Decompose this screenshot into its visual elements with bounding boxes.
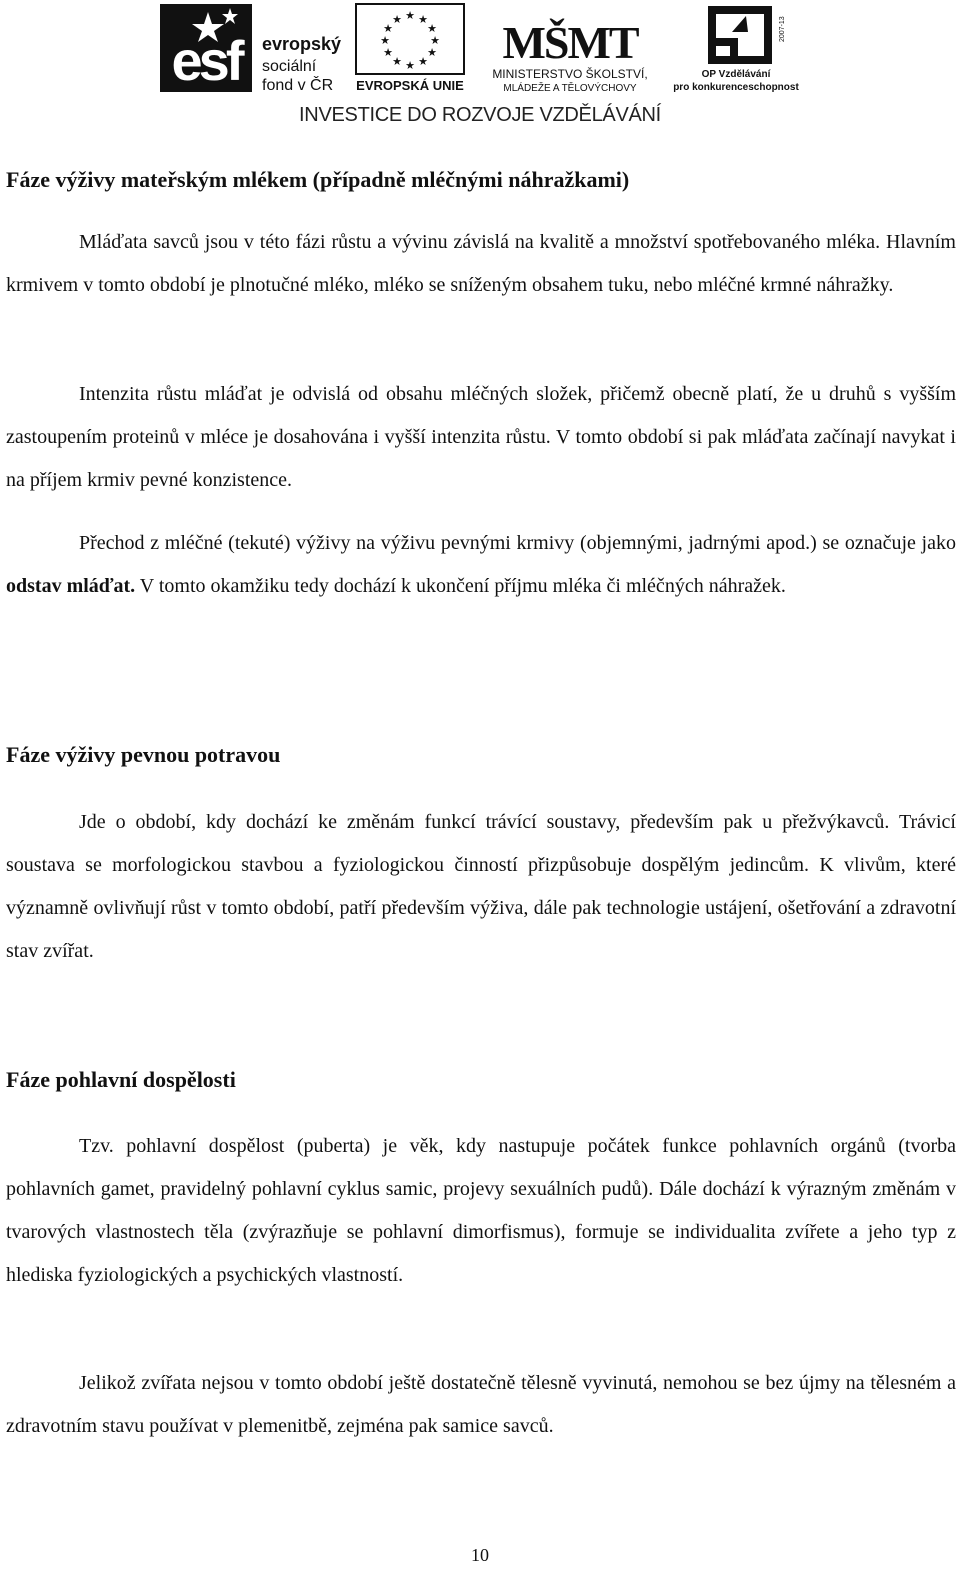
section-heading: Fáze výživy mateřským mlékem (případně mléčnými náhražkami) [6, 167, 630, 192]
paragraph: Jelikož zvířata nejsou v tomto období ještě dostatečně tělesně vyvinutá, nemohou se bez újmy na tělesném a zdravotním stavu používat v plemenitbě, zejména pak samice savců. [6, 1372, 956, 1437]
op-years: 2007-13 [779, 16, 786, 42]
page-number: 10 [471, 1545, 489, 1565]
msmt-mark: MŠMT [502, 17, 638, 68]
svg-text:★: ★ [392, 55, 402, 68]
section-heading: Fáze pohlavní dospělosti [6, 1067, 236, 1092]
svg-text:★: ★ [405, 9, 415, 22]
op-line1: OP Vzdělávání [701, 69, 771, 80]
svg-text:★: ★ [418, 55, 428, 68]
bold-term: odstav mláďat. [6, 575, 136, 597]
esf-line2: sociální [262, 58, 317, 75]
svg-text:★: ★ [427, 46, 437, 59]
paragraph: Intenzita růstu mláďat je odvislá od obsahu mléčných složek, přičemž obecně platí, že u druhů s vyšším zastoupením proteinů v mléce je dosahována i vyšší intenzita růstu. V tomto období si pak mláďata začínají navykat i na příjem krmiv pevné konzistence. [6, 383, 956, 491]
svg-text:★: ★ [380, 34, 390, 47]
esf-line3: fond v ČR [262, 77, 334, 94]
svg-text:★: ★ [418, 13, 428, 26]
svg-text:★: ★ [383, 22, 393, 35]
esf-line1: evropský [262, 34, 342, 54]
paragraph: Tzv. pohlavní dospělost (puberta) je věk, kdy nastupuje počátek funkce pohlavních orgánů (tvorba pohlavních gamet, pravidelný pohlavní cyklus samic, projevy sexuálních pudů). Dále dochází k výrazným změnám v tvarových vlastnostech těla (zvýrazňuje se pohlavní dimorfismus), formuje se individualita zvířete a jeho typ z hlediska fyziologických a psychických vlastností. [6, 1135, 956, 1286]
esf-logo-mark: esf [171, 29, 241, 92]
paragraph: Mláďata savců jsou v této fázi růstu a vývinu závislá na kvalitě a množství spotřebovaného mléka. Hlavním krmivem v tomto období je plnotučné mléko, mléko se sníženým obsahem tuku, nebo mléčné krmné náhražky. [6, 231, 956, 296]
svg-text:★: ★ [383, 46, 393, 59]
op-line2: pro konkurenceschopnost [673, 82, 799, 93]
svg-text:★: ★ [392, 13, 402, 26]
msmt-line2: MLÁDEŽE A TĚLOVÝCHOVY [503, 83, 637, 94]
msmt-logo [474, 2, 666, 94]
eu-label: EVROPSKÁ UNIE [356, 78, 464, 93]
paragraph: Jde o období, kdy dochází ke změnám funkcí trávící soustavy, především pak u přežvýkavců. Trávicí soustava se morfologickou stavbou a fyziologickou činností přizpůsobuje dospělým jedincům. K vlivům, které významně ovlivňují růst v tomto období, patří především výživa, dále pak technologie ustájení, ošetřování a zdravotní stav zvířat. [6, 811, 956, 962]
investice-banner: INVESTICE DO ROZVOJE VZDĚLÁVÁNÍ [299, 104, 661, 126]
section-heading: Fáze výživy pevnou potravou [6, 742, 281, 767]
page-header [0, 0, 960, 130]
paragraph-text: Přechod z mléčné (tekuté) výživy na výživu pevnými krmivy (objemnými, jadrnými apod.) se označuje jako [79, 532, 956, 554]
op-vzdelavani-logo [672, 2, 800, 94]
eu-flag-logo [352, 2, 468, 94]
msmt-line1: MINISTERSTVO ŠKOLSTVÍ, [492, 67, 648, 81]
svg-text:★: ★ [405, 59, 415, 72]
svg-text:★: ★ [430, 34, 440, 47]
paragraph-text: V tomto okamžiku tedy dochází k ukončení příjmu mléka či mléčných náhražek. [135, 575, 786, 597]
paragraph [6, 522, 956, 608]
esf-logo [158, 2, 354, 94]
svg-text:★: ★ [427, 22, 437, 35]
